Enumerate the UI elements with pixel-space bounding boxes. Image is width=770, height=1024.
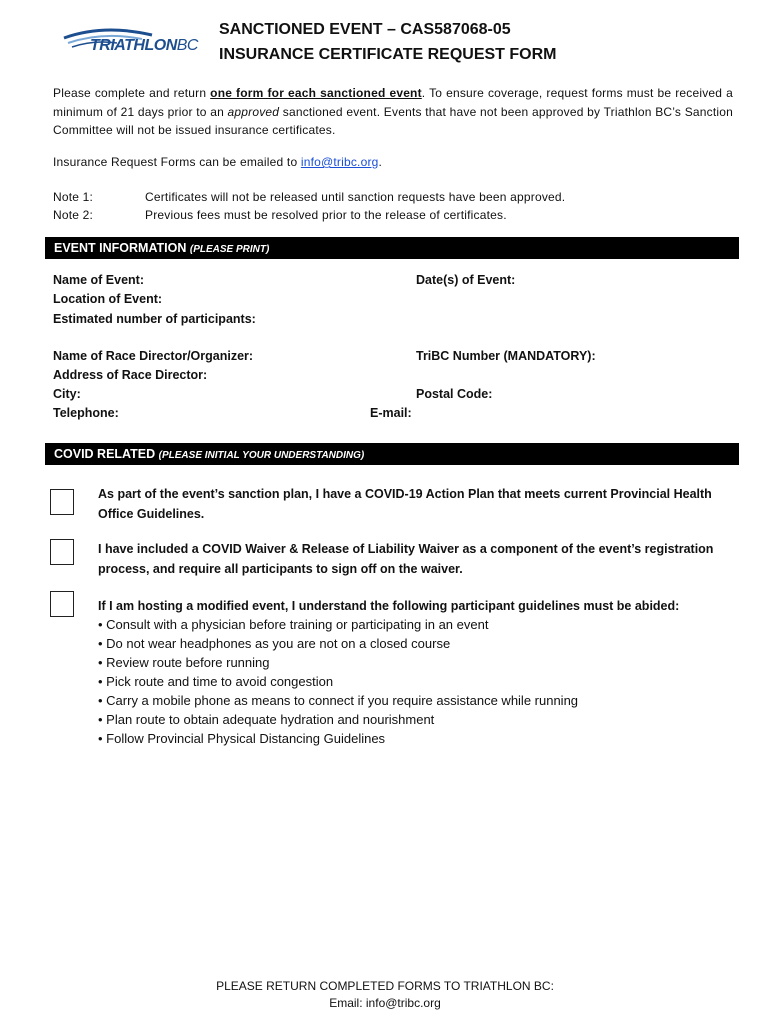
list-item: • Plan route to obtain adequate hydration and nourishment	[98, 712, 435, 727]
location-of-event-label: Location of Event:	[53, 292, 163, 306]
covid-action-plan-checkbox[interactable]	[50, 489, 74, 515]
footer-line1: PLEASE RETURN COMPLETED FORMS TO TRIATHLON BC:	[216, 979, 554, 993]
dates-of-event-label: Date(s) of Event:	[416, 273, 516, 287]
email-link[interactable]: info@tribc.org	[300, 155, 379, 169]
modified-event-text: If I am hosting a modified event, I understand the following participant guidelines must be abided:	[98, 599, 680, 613]
note-2-label: Note 2:	[53, 208, 94, 222]
note-1-text: Certificates will not be released until sanction requests have been approved.	[145, 190, 566, 204]
list-item: • Do not wear headphones as you are not on a closed course	[98, 636, 451, 651]
footer	[0, 978, 770, 1012]
telephone-label: Telephone:	[53, 406, 119, 420]
address-label: Address of Race Director:	[53, 368, 208, 382]
page-title-line2: INSURANCE CERTIFICATE REQUEST FORM	[219, 46, 557, 63]
covid-waiver-checkbox[interactable]	[50, 539, 74, 565]
logo-wordmark: TRIATHLONBC	[90, 37, 198, 54]
covid-related-header: COVID RELATED (PLEASE INITIAL YOUR UNDERSTANDING)	[45, 443, 739, 465]
triathlon-bc-logo	[62, 26, 202, 64]
footer-line2: Email: info@tribc.org	[329, 996, 441, 1010]
participant-guidelines-list	[98, 615, 578, 748]
list-item: • Carry a mobile phone as means to connect if you require assistance while running	[98, 693, 579, 708]
race-director-label: Name of Race Director/Organizer:	[53, 349, 254, 363]
list-item: • Follow Provincial Physical Distancing Guidelines	[98, 731, 386, 746]
covid-waiver-text: I have included a COVID Waiver & Release of Liability Waiver as a component of the event’s registration process, and require all participants to sign off on the waiver.	[98, 542, 714, 576]
intro-emphasis: one form for each sanctioned event	[210, 86, 422, 100]
list-item: • Pick route and time to avoid congestion	[98, 674, 334, 689]
event-information-header: EVENT INFORMATION (PLEASE PRINT)	[45, 237, 739, 259]
postal-code-label: Postal Code:	[416, 387, 493, 401]
email-label: E-mail:	[370, 406, 412, 420]
modified-event-checkbox[interactable]	[50, 591, 74, 617]
page-title-line1: SANCTIONED EVENT – CAS587068-05	[219, 21, 511, 38]
name-of-event-label: Name of Event:	[53, 273, 144, 287]
estimated-participants-label: Estimated number of participants:	[53, 312, 256, 326]
intro-paragraph: Please complete and return one form for each sanctioned event. To ensure coverage, request forms must be received a minimum of 21 days prior to an approved sanctioned event. Events that have not been approved by Triathlon BC’s Sanction Committee will not be issued insurance certificates.	[53, 86, 733, 137]
email-instructions: Insurance Request Forms can be emailed to info@tribc.org.	[53, 155, 383, 169]
list-item: • Consult with a physician before training or participating in an event	[98, 617, 489, 632]
covid-action-plan-text: As part of the event’s sanction plan, I have a COVID-19 Action Plan that meets current Provincial Health Office Guidelines.	[98, 487, 712, 521]
tribc-number-label: TriBC Number (MANDATORY):	[416, 349, 596, 363]
list-item: • Review route before running	[98, 655, 270, 670]
note-2-text: Previous fees must be resolved prior to the release of certificates.	[145, 208, 507, 222]
note-1-label: Note 1:	[53, 190, 94, 204]
city-label: City:	[53, 387, 81, 401]
